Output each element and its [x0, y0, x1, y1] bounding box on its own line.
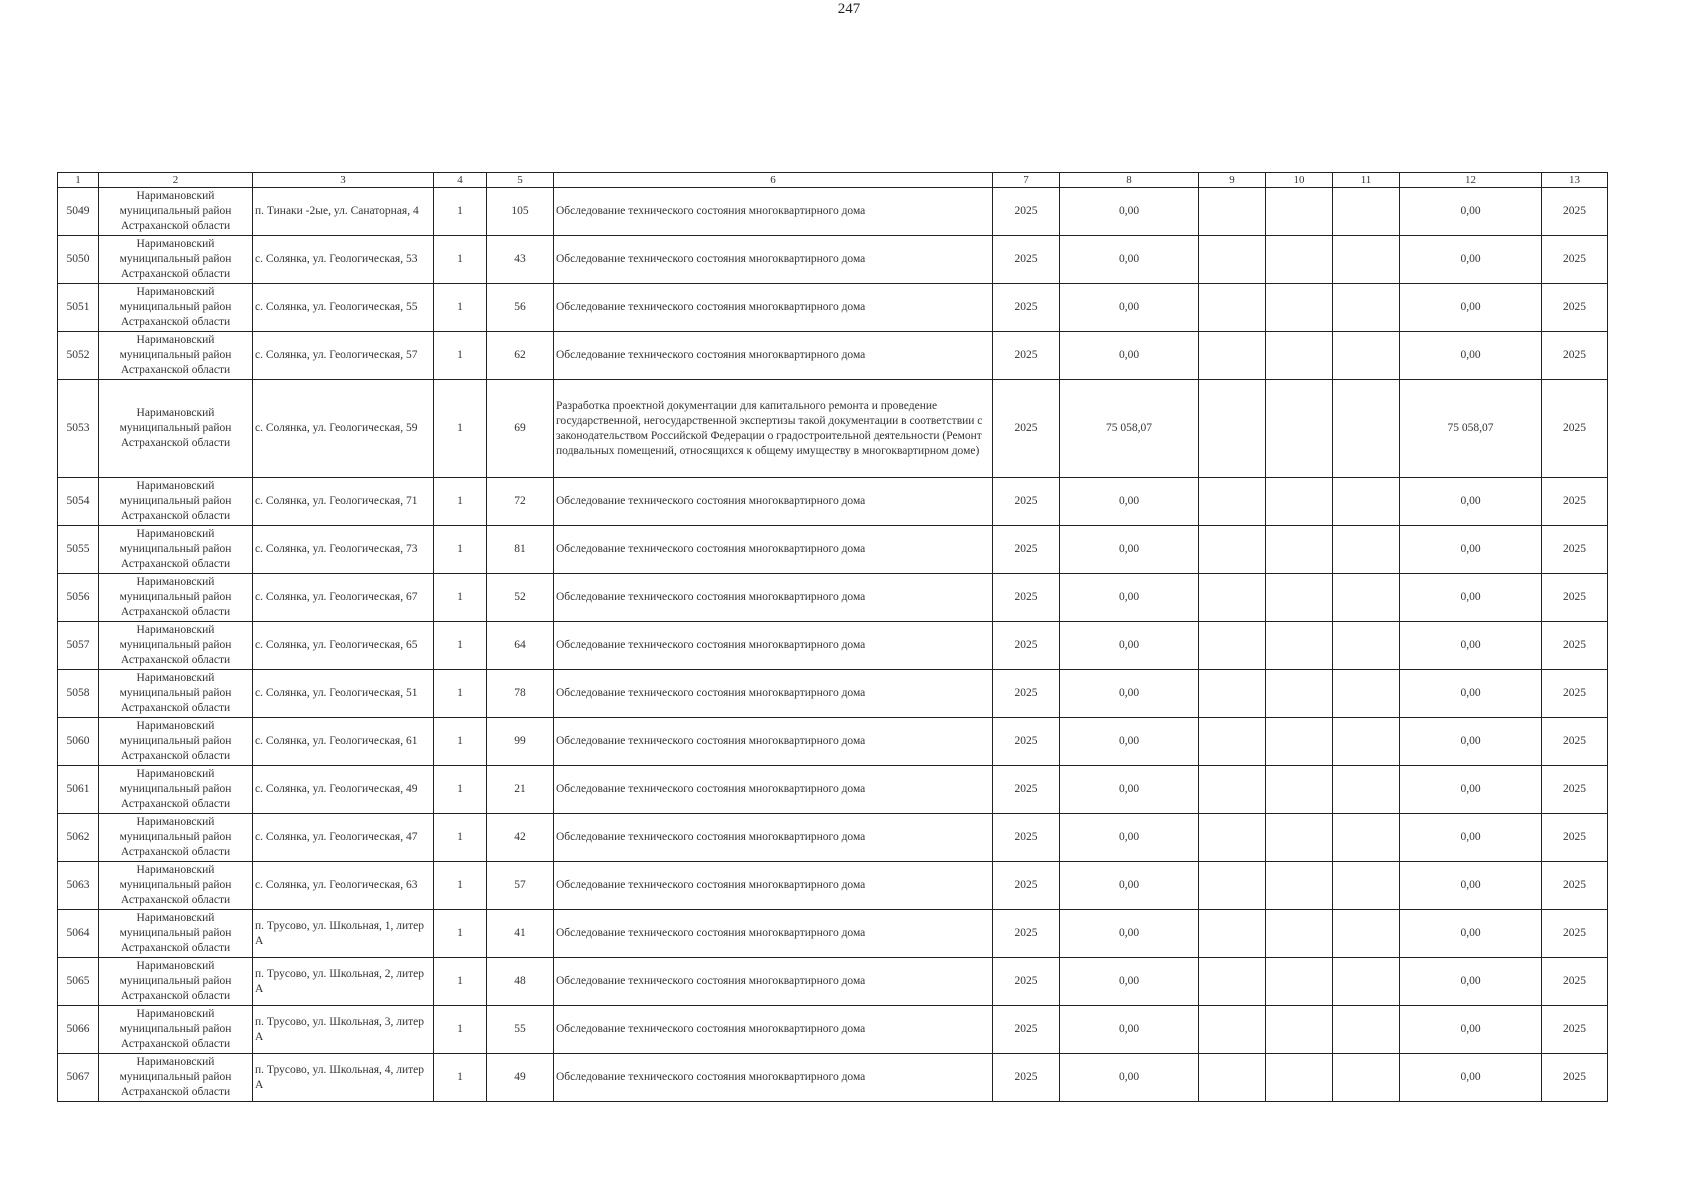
cell-cost-total: 0,00 [1060, 236, 1199, 284]
cell-col-5: 21 [487, 766, 554, 814]
cell-work-description: Обследование технического состояния многоквартирного дома [554, 332, 993, 380]
cell-col-5: 81 [487, 526, 554, 574]
cell-col-5: 57 [487, 862, 554, 910]
column-header-11: 11 [1333, 173, 1400, 188]
cell-col-9 [1199, 574, 1266, 622]
cell-work-description: Обследование технического состояния многоквартирного дома [554, 814, 993, 862]
cell-year: 2025 [993, 1006, 1060, 1054]
cell-col-4: 1 [434, 380, 487, 478]
table-row [58, 670, 1608, 718]
cell-municipality: Наримановский муниципальный район Астраханской области [99, 910, 253, 958]
cell-col-11 [1333, 526, 1400, 574]
cell-col-11 [1333, 862, 1400, 910]
cell-address: с. Солянка, ул. Геологическая, 59 [253, 380, 434, 478]
cell-col-10 [1266, 958, 1333, 1006]
cell-work-description: Обследование технического состояния многоквартирного дома [554, 766, 993, 814]
cell-col-10 [1266, 718, 1333, 766]
cell-col-13: 2025 [1542, 574, 1608, 622]
cell-municipality: Наримановский муниципальный район Астраханской области [99, 332, 253, 380]
cell-col-11 [1333, 236, 1400, 284]
cell-year: 2025 [993, 622, 1060, 670]
cell-row-number: 5061 [58, 766, 99, 814]
column-header-8: 8 [1060, 173, 1199, 188]
cell-cost-12: 0,00 [1400, 478, 1542, 526]
table-row [58, 958, 1608, 1006]
cell-col-13: 2025 [1542, 1006, 1608, 1054]
cell-col-4: 1 [434, 284, 487, 332]
cell-cost-12: 0,00 [1400, 332, 1542, 380]
cell-col-13: 2025 [1542, 236, 1608, 284]
cell-cost-12: 0,00 [1400, 958, 1542, 1006]
cell-col-11 [1333, 380, 1400, 478]
cell-year: 2025 [993, 958, 1060, 1006]
cell-work-description: Обследование технического состояния многоквартирного дома [554, 958, 993, 1006]
cell-address: с. Солянка, ул. Геологическая, 63 [253, 862, 434, 910]
cell-municipality: Наримановский муниципальный район Астраханской области [99, 478, 253, 526]
cell-cost-total: 0,00 [1060, 188, 1199, 236]
cell-col-4: 1 [434, 670, 487, 718]
cell-row-number: 5065 [58, 958, 99, 1006]
cell-col-4: 1 [434, 526, 487, 574]
cell-municipality: Наримановский муниципальный район Астраханской области [99, 380, 253, 478]
cell-col-13: 2025 [1542, 814, 1608, 862]
table-row [58, 526, 1608, 574]
cell-col-9 [1199, 1054, 1266, 1102]
cell-address: с. Солянка, ул. Геологическая, 53 [253, 236, 434, 284]
cell-cost-12: 0,00 [1400, 574, 1542, 622]
cell-col-9 [1199, 910, 1266, 958]
cell-cost-total: 0,00 [1060, 332, 1199, 380]
cell-col-5: 49 [487, 1054, 554, 1102]
cell-col-4: 1 [434, 910, 487, 958]
cell-col-4: 1 [434, 478, 487, 526]
cell-municipality: Наримановский муниципальный район Астраханской области [99, 766, 253, 814]
cell-cost-total: 0,00 [1060, 766, 1199, 814]
cell-cost-12: 0,00 [1400, 526, 1542, 574]
cell-year: 2025 [993, 766, 1060, 814]
cell-row-number: 5058 [58, 670, 99, 718]
cell-col-10 [1266, 862, 1333, 910]
cell-cost-total: 0,00 [1060, 862, 1199, 910]
cell-col-5: 48 [487, 958, 554, 1006]
cell-col-10 [1266, 188, 1333, 236]
cell-row-number: 5060 [58, 718, 99, 766]
cell-row-number: 5051 [58, 284, 99, 332]
cell-year: 2025 [993, 1054, 1060, 1102]
cell-col-5: 43 [487, 236, 554, 284]
cell-cost-12: 0,00 [1400, 910, 1542, 958]
cell-col-5: 55 [487, 1006, 554, 1054]
cell-col-11 [1333, 814, 1400, 862]
cell-cost-total: 0,00 [1060, 1054, 1199, 1102]
cell-address: с. Солянка, ул. Геологическая, 67 [253, 574, 434, 622]
cell-col-11 [1333, 718, 1400, 766]
cell-work-description: Обследование технического состояния многоквартирного дома [554, 862, 993, 910]
cell-work-description: Обследование технического состояния многоквартирного дома [554, 188, 993, 236]
page-number: 247 [837, 1, 861, 17]
cell-col-5: 41 [487, 910, 554, 958]
cell-work-description: Обследование технического состояния многоквартирного дома [554, 1054, 993, 1102]
cell-work-description: Обследование технического состояния многоквартирного дома [554, 622, 993, 670]
cell-cost-total: 0,00 [1060, 284, 1199, 332]
cell-municipality: Наримановский муниципальный район Астраханской области [99, 188, 253, 236]
cell-col-4: 1 [434, 332, 487, 380]
cell-cost-total: 0,00 [1060, 670, 1199, 718]
cell-col-13: 2025 [1542, 958, 1608, 1006]
cell-col-13: 2025 [1542, 526, 1608, 574]
cell-row-number: 5054 [58, 478, 99, 526]
cell-work-description: Обследование технического состояния многоквартирного дома [554, 526, 993, 574]
cell-cost-total: 0,00 [1060, 718, 1199, 766]
column-header-12: 12 [1400, 173, 1542, 188]
cell-address: п. Трусово, ул. Школьная, 4, литер А [253, 1054, 434, 1102]
cell-address: с. Солянка, ул. Геологическая, 49 [253, 766, 434, 814]
cell-col-9 [1199, 188, 1266, 236]
cell-col-11 [1333, 766, 1400, 814]
cell-municipality: Наримановский муниципальный район Астраханской области [99, 958, 253, 1006]
cell-municipality: Наримановский муниципальный район Астраханской области [99, 862, 253, 910]
cell-row-number: 5064 [58, 910, 99, 958]
cell-row-number: 5055 [58, 526, 99, 574]
cell-row-number: 5067 [58, 1054, 99, 1102]
cell-col-13: 2025 [1542, 862, 1608, 910]
cell-row-number: 5053 [58, 380, 99, 478]
cell-cost-total: 0,00 [1060, 910, 1199, 958]
cell-col-13: 2025 [1542, 380, 1608, 478]
cell-col-11 [1333, 1006, 1400, 1054]
cell-col-10 [1266, 478, 1333, 526]
cell-cost-total: 0,00 [1060, 574, 1199, 622]
cell-cost-12: 0,00 [1400, 1006, 1542, 1054]
cell-col-10 [1266, 766, 1333, 814]
cell-address: с. Солянка, ул. Геологическая, 65 [253, 622, 434, 670]
cell-row-number: 5062 [58, 814, 99, 862]
cell-cost-12: 0,00 [1400, 622, 1542, 670]
cell-col-11 [1333, 670, 1400, 718]
cell-col-9 [1199, 380, 1266, 478]
cell-col-4: 1 [434, 958, 487, 1006]
cell-col-9 [1199, 332, 1266, 380]
cell-year: 2025 [993, 526, 1060, 574]
column-header-4: 4 [434, 173, 487, 188]
cell-address: с. Солянка, ул. Геологическая, 47 [253, 814, 434, 862]
capital-repair-table [57, 172, 1608, 1102]
cell-col-10 [1266, 1054, 1333, 1102]
cell-work-description: Обследование технического состояния многоквартирного дома [554, 284, 993, 332]
cell-col-11 [1333, 910, 1400, 958]
cell-col-10 [1266, 622, 1333, 670]
column-header-5: 5 [487, 173, 554, 188]
cell-municipality: Наримановский муниципальный район Астраханской области [99, 574, 253, 622]
cell-year: 2025 [993, 862, 1060, 910]
cell-col-10 [1266, 236, 1333, 284]
cell-col-11 [1333, 188, 1400, 236]
cell-year: 2025 [993, 670, 1060, 718]
cell-cost-total: 0,00 [1060, 958, 1199, 1006]
cell-year: 2025 [993, 910, 1060, 958]
cell-col-5: 62 [487, 332, 554, 380]
cell-address: с. Солянка, ул. Геологическая, 55 [253, 284, 434, 332]
cell-municipality: Наримановский муниципальный район Астраханской области [99, 1054, 253, 1102]
column-header-2: 2 [99, 173, 253, 188]
cell-col-4: 1 [434, 1054, 487, 1102]
cell-cost-12: 0,00 [1400, 284, 1542, 332]
cell-cost-12: 0,00 [1400, 236, 1542, 284]
cell-work-description: Обследование технического состояния многоквартирного дома [554, 236, 993, 284]
cell-col-10 [1266, 814, 1333, 862]
cell-municipality: Наримановский муниципальный район Астраханской области [99, 670, 253, 718]
cell-col-5: 42 [487, 814, 554, 862]
cell-col-4: 1 [434, 622, 487, 670]
cell-col-9 [1199, 478, 1266, 526]
table-row [58, 1006, 1608, 1054]
cell-municipality: Наримановский муниципальный район Астраханской области [99, 526, 253, 574]
cell-col-10 [1266, 1006, 1333, 1054]
cell-col-13: 2025 [1542, 622, 1608, 670]
cell-col-9 [1199, 766, 1266, 814]
cell-work-description: Обследование технического состояния многоквартирного дома [554, 718, 993, 766]
cell-col-5: 69 [487, 380, 554, 478]
cell-address: п. Трусово, ул. Школьная, 2, литер А [253, 958, 434, 1006]
cell-col-11 [1333, 1054, 1400, 1102]
cell-col-4: 1 [434, 766, 487, 814]
cell-year: 2025 [993, 814, 1060, 862]
column-header-13: 13 [1542, 173, 1608, 188]
cell-cost-total: 0,00 [1060, 814, 1199, 862]
cell-col-9 [1199, 862, 1266, 910]
table-row [58, 862, 1608, 910]
cell-municipality: Наримановский муниципальный район Астраханской области [99, 622, 253, 670]
table-row [58, 478, 1608, 526]
table-row [58, 574, 1608, 622]
cell-col-5: 64 [487, 622, 554, 670]
column-header-1: 1 [58, 173, 99, 188]
cell-col-10 [1266, 380, 1333, 478]
cell-cost-total: 0,00 [1060, 526, 1199, 574]
cell-col-10 [1266, 284, 1333, 332]
cell-municipality: Наримановский муниципальный район Астраханской области [99, 284, 253, 332]
cell-col-9 [1199, 622, 1266, 670]
table-row [58, 910, 1608, 958]
cell-address: п. Тинаки -2ые, ул. Санаторная, 4 [253, 188, 434, 236]
cell-address: с. Солянка, ул. Геологическая, 57 [253, 332, 434, 380]
cell-col-9 [1199, 236, 1266, 284]
cell-year: 2025 [993, 718, 1060, 766]
cell-col-9 [1199, 1006, 1266, 1054]
cell-col-13: 2025 [1542, 670, 1608, 718]
cell-col-4: 1 [434, 718, 487, 766]
cell-col-5: 105 [487, 188, 554, 236]
cell-cost-total: 0,00 [1060, 1006, 1199, 1054]
table-row [58, 236, 1608, 284]
cell-address: п. Трусово, ул. Школьная, 3, литер А [253, 1006, 434, 1054]
cell-col-10 [1266, 910, 1333, 958]
cell-cost-total: 0,00 [1060, 478, 1199, 526]
cell-col-13: 2025 [1542, 910, 1608, 958]
cell-col-11 [1333, 284, 1400, 332]
cell-col-5: 56 [487, 284, 554, 332]
cell-col-9 [1199, 284, 1266, 332]
cell-row-number: 5066 [58, 1006, 99, 1054]
cell-col-10 [1266, 526, 1333, 574]
table-row [58, 718, 1608, 766]
cell-work-description: Обследование технического состояния многоквартирного дома [554, 574, 993, 622]
cell-municipality: Наримановский муниципальный район Астраханской области [99, 814, 253, 862]
cell-col-13: 2025 [1542, 188, 1608, 236]
column-number-row [58, 173, 1608, 188]
cell-address: п. Трусово, ул. Школьная, 1, литер А [253, 910, 434, 958]
cell-address: с. Солянка, ул. Геологическая, 71 [253, 478, 434, 526]
cell-cost-12: 0,00 [1400, 670, 1542, 718]
cell-col-11 [1333, 958, 1400, 1006]
cell-address: с. Солянка, ул. Геологическая, 61 [253, 718, 434, 766]
cell-col-13: 2025 [1542, 1054, 1608, 1102]
cell-cost-12: 0,00 [1400, 1054, 1542, 1102]
column-header-10: 10 [1266, 173, 1333, 188]
cell-col-5: 72 [487, 478, 554, 526]
table-row [58, 188, 1608, 236]
cell-col-10 [1266, 332, 1333, 380]
cell-work-description: Обследование технического состояния многоквартирного дома [554, 670, 993, 718]
cell-work-description: Обследование технического состояния многоквартирного дома [554, 910, 993, 958]
cell-cost-total: 0,00 [1060, 622, 1199, 670]
cell-cost-total: 75 058,07 [1060, 380, 1199, 478]
cell-col-9 [1199, 718, 1266, 766]
column-header-6: 6 [554, 173, 993, 188]
cell-work-description: Разработка проектной документации для капитального ремонта и проведение государственной, негосударственной экспертизы такой документации в соответствии с законодательством Российской Федерации о градостроительной деятельности (Ремонт подвальных помещений, относящихся к общему имуществу в многоквартирном доме) [554, 380, 993, 478]
cell-col-10 [1266, 574, 1333, 622]
cell-col-4: 1 [434, 236, 487, 284]
cell-cost-12: 0,00 [1400, 766, 1542, 814]
table-row [58, 622, 1608, 670]
table-row [58, 380, 1608, 478]
column-header-3: 3 [253, 173, 434, 188]
cell-row-number: 5049 [58, 188, 99, 236]
table-row [58, 814, 1608, 862]
cell-work-description: Обследование технического состояния многоквартирного дома [554, 1006, 993, 1054]
cell-row-number: 5063 [58, 862, 99, 910]
cell-col-11 [1333, 622, 1400, 670]
cell-year: 2025 [993, 574, 1060, 622]
cell-col-13: 2025 [1542, 332, 1608, 380]
cell-col-11 [1333, 478, 1400, 526]
cell-work-description: Обследование технического состояния многоквартирного дома [554, 478, 993, 526]
cell-col-4: 1 [434, 862, 487, 910]
cell-col-11 [1333, 332, 1400, 380]
column-header-7: 7 [993, 173, 1060, 188]
cell-col-9 [1199, 814, 1266, 862]
cell-municipality: Наримановский муниципальный район Астраханской области [99, 718, 253, 766]
cell-address: с. Солянка, ул. Геологическая, 73 [253, 526, 434, 574]
cell-col-13: 2025 [1542, 766, 1608, 814]
table-row [58, 1054, 1608, 1102]
cell-municipality: Наримановский муниципальный район Астраханской области [99, 236, 253, 284]
cell-year: 2025 [993, 284, 1060, 332]
cell-col-9 [1199, 958, 1266, 1006]
cell-cost-12: 0,00 [1400, 718, 1542, 766]
cell-year: 2025 [993, 188, 1060, 236]
cell-cost-12: 0,00 [1400, 188, 1542, 236]
cell-year: 2025 [993, 380, 1060, 478]
table-row [58, 284, 1608, 332]
cell-col-13: 2025 [1542, 478, 1608, 526]
table-row [58, 766, 1608, 814]
cell-col-13: 2025 [1542, 718, 1608, 766]
cell-col-11 [1333, 574, 1400, 622]
cell-col-4: 1 [434, 814, 487, 862]
cell-row-number: 5052 [58, 332, 99, 380]
cell-col-5: 52 [487, 574, 554, 622]
cell-address: с. Солянка, ул. Геологическая, 51 [253, 670, 434, 718]
cell-row-number: 5056 [58, 574, 99, 622]
column-header-9: 9 [1199, 173, 1266, 188]
cell-col-4: 1 [434, 574, 487, 622]
cell-col-4: 1 [434, 188, 487, 236]
cell-col-5: 78 [487, 670, 554, 718]
table-row [58, 332, 1608, 380]
cell-col-4: 1 [434, 1006, 487, 1054]
cell-municipality: Наримановский муниципальный район Астраханской области [99, 1006, 253, 1054]
cell-col-10 [1266, 670, 1333, 718]
cell-year: 2025 [993, 332, 1060, 380]
cell-col-9 [1199, 670, 1266, 718]
cell-year: 2025 [993, 236, 1060, 284]
cell-row-number: 5057 [58, 622, 99, 670]
cell-col-9 [1199, 526, 1266, 574]
cell-cost-12: 0,00 [1400, 814, 1542, 862]
cell-year: 2025 [993, 478, 1060, 526]
cell-col-5: 99 [487, 718, 554, 766]
cell-row-number: 5050 [58, 236, 99, 284]
table-body [58, 188, 1608, 1102]
cell-cost-12: 0,00 [1400, 862, 1542, 910]
cell-col-13: 2025 [1542, 284, 1608, 332]
cell-cost-12: 75 058,07 [1400, 380, 1542, 478]
